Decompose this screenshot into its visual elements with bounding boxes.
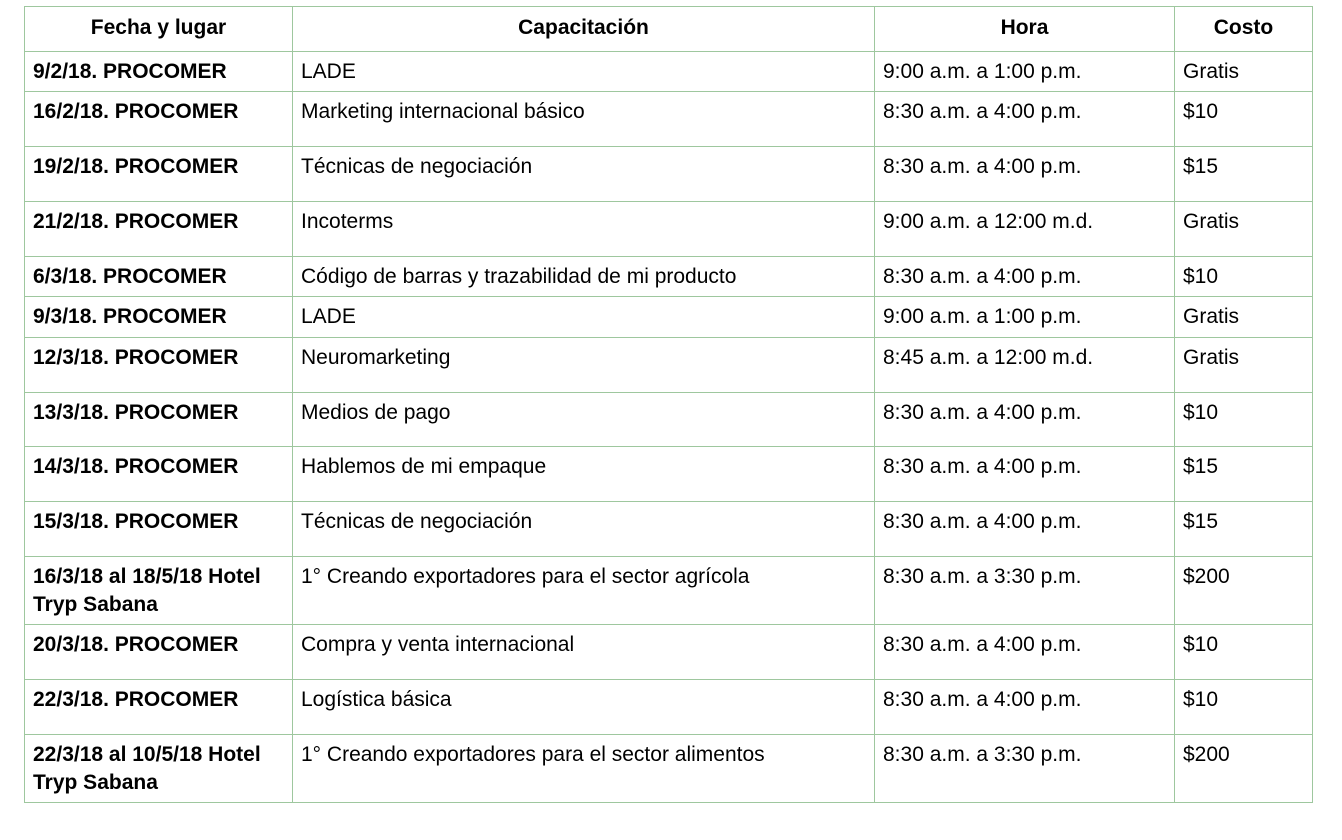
cell-hora: 8:30 a.m. a 4:00 p.m.	[875, 256, 1175, 297]
cell-costo: $10	[1175, 256, 1313, 297]
cell-costo: $10	[1175, 92, 1313, 147]
cell-capacitacion: LADE	[293, 51, 875, 92]
cell-hora: 9:00 a.m. a 1:00 p.m.	[875, 51, 1175, 92]
cell-hora: 9:00 a.m. a 12:00 m.d.	[875, 201, 1175, 256]
table-row	[25, 447, 1313, 502]
table-row	[25, 51, 1313, 92]
cell-hora: 8:30 a.m. a 3:30 p.m.	[875, 556, 1175, 624]
cell-costo: $10	[1175, 680, 1313, 735]
training-schedule-table	[24, 6, 1313, 803]
cell-costo: $15	[1175, 502, 1313, 557]
cell-hora: 8:30 a.m. a 4:00 p.m.	[875, 502, 1175, 557]
table-row	[25, 556, 1313, 624]
cell-capacitacion: Neuromarketing	[293, 338, 875, 393]
cell-fecha-y-lugar: 21/2/18. PROCOMER	[25, 201, 293, 256]
column-header-capacitacion: Capacitación	[293, 7, 875, 52]
table-header-row	[25, 7, 1313, 52]
cell-fecha-y-lugar: 9/2/18. PROCOMER	[25, 51, 293, 92]
cell-capacitacion: LADE	[293, 297, 875, 338]
cell-costo: $15	[1175, 147, 1313, 202]
table-row	[25, 392, 1313, 447]
column-header-costo: Costo	[1175, 7, 1313, 52]
table-row	[25, 92, 1313, 147]
cell-capacitacion: Hablemos de mi empaque	[293, 447, 875, 502]
table-header	[25, 7, 1313, 52]
cell-capacitacion: Código de barras y trazabilidad de mi producto	[293, 256, 875, 297]
cell-costo: $200	[1175, 556, 1313, 624]
cell-hora: 8:30 a.m. a 4:00 p.m.	[875, 625, 1175, 680]
cell-hora: 8:30 a.m. a 4:00 p.m.	[875, 680, 1175, 735]
cell-hora: 8:30 a.m. a 4:00 p.m.	[875, 392, 1175, 447]
cell-hora: 8:30 a.m. a 4:00 p.m.	[875, 447, 1175, 502]
table-row	[25, 201, 1313, 256]
cell-costo: Gratis	[1175, 51, 1313, 92]
cell-capacitacion: Medios de pago	[293, 392, 875, 447]
table-row	[25, 147, 1313, 202]
cell-costo: $10	[1175, 392, 1313, 447]
cell-costo: $10	[1175, 625, 1313, 680]
cell-hora: 8:30 a.m. a 4:00 p.m.	[875, 147, 1175, 202]
cell-fecha-y-lugar: 22/3/18 al 10/5/18 Hotel Tryp Sabana	[25, 734, 293, 802]
cell-capacitacion: Marketing internacional básico	[293, 92, 875, 147]
cell-fecha-y-lugar: 16/2/18. PROCOMER	[25, 92, 293, 147]
cell-capacitacion: Técnicas de negociación	[293, 147, 875, 202]
cell-fecha-y-lugar: 12/3/18. PROCOMER	[25, 338, 293, 393]
cell-capacitacion: 1° Creando exportadores para el sector agrícola	[293, 556, 875, 624]
cell-costo: $15	[1175, 447, 1313, 502]
cell-capacitacion: Compra y venta internacional	[293, 625, 875, 680]
table-row	[25, 680, 1313, 735]
cell-fecha-y-lugar: 6/3/18. PROCOMER	[25, 256, 293, 297]
table-row	[25, 297, 1313, 338]
cell-capacitacion: Técnicas de negociación	[293, 502, 875, 557]
table-row	[25, 625, 1313, 680]
table-row	[25, 256, 1313, 297]
table-row	[25, 502, 1313, 557]
cell-costo: Gratis	[1175, 297, 1313, 338]
cell-fecha-y-lugar: 16/3/18 al 18/5/18 Hotel Tryp Sabana	[25, 556, 293, 624]
table-row	[25, 734, 1313, 802]
cell-hora: 8:30 a.m. a 3:30 p.m.	[875, 734, 1175, 802]
cell-costo: $200	[1175, 734, 1313, 802]
cell-capacitacion: 1° Creando exportadores para el sector alimentos	[293, 734, 875, 802]
cell-fecha-y-lugar: 15/3/18. PROCOMER	[25, 502, 293, 557]
cell-costo: Gratis	[1175, 201, 1313, 256]
cell-hora: 9:00 a.m. a 1:00 p.m.	[875, 297, 1175, 338]
table-row	[25, 338, 1313, 393]
cell-capacitacion: Incoterms	[293, 201, 875, 256]
column-header-hora: Hora	[875, 7, 1175, 52]
cell-fecha-y-lugar: 14/3/18. PROCOMER	[25, 447, 293, 502]
cell-capacitacion: Logística básica	[293, 680, 875, 735]
cell-fecha-y-lugar: 20/3/18. PROCOMER	[25, 625, 293, 680]
cell-hora: 8:45 a.m. a 12:00 m.d.	[875, 338, 1175, 393]
cell-fecha-y-lugar: 19/2/18. PROCOMER	[25, 147, 293, 202]
cell-fecha-y-lugar: 9/3/18. PROCOMER	[25, 297, 293, 338]
cell-hora: 8:30 a.m. a 4:00 p.m.	[875, 92, 1175, 147]
column-header-fecha-y-lugar: Fecha y lugar	[25, 7, 293, 52]
cell-fecha-y-lugar: 22/3/18. PROCOMER	[25, 680, 293, 735]
cell-costo: Gratis	[1175, 338, 1313, 393]
cell-fecha-y-lugar: 13/3/18. PROCOMER	[25, 392, 293, 447]
table-body	[25, 51, 1313, 803]
